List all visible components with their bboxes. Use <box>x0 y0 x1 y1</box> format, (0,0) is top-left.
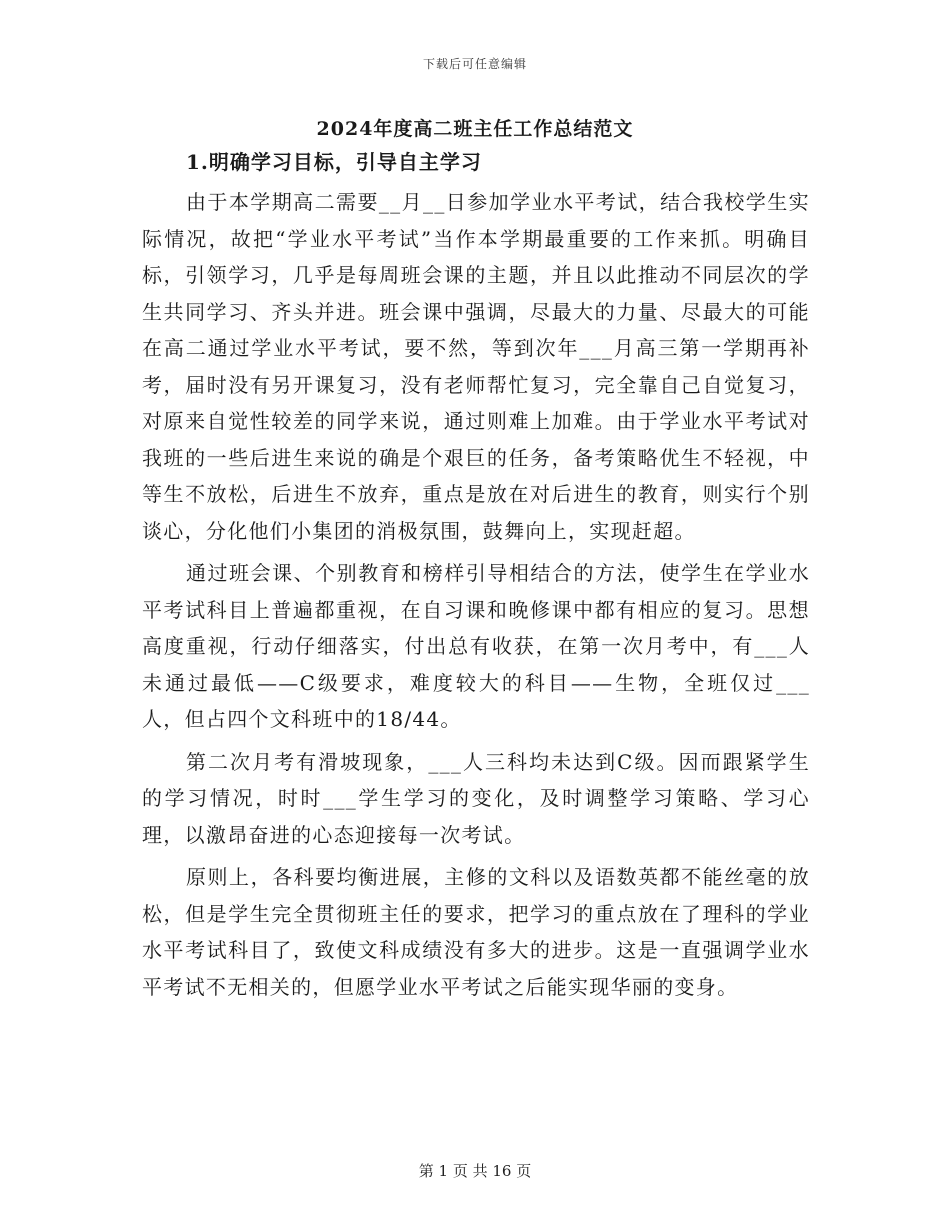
document-title: 2024年度高二班主任工作总结范文 <box>316 118 634 140</box>
body-paragraph-4: 原则上，各科要均衡进展，主修的文科以及语数英都不能丝毫的放松，但是学生完全贯彻班主任的要求，把学习的重点放在了理科的学业水平考试科目了，致使文科成绩没有多大的进步。这是一直强调学业水平考试不无相关的，但愿学业水平考试之后能实现华丽的变身。 <box>142 865 810 999</box>
body-paragraph-2: 通过班会课、个别教育和榜样引导相结合的方法，使学生在学业水平考试科目上普遍都重视，在自习课和晚修课中都有相应的复习。思想高度重视，行动仔细落实，付出总有收获，在第一次月考中，有___人未通过最低——C级要求，难度较大的科目——生物，全班仅过___人，但占四个文科班中的18/44。 <box>142 561 810 731</box>
page-header-note: 下载后可任意编辑 <box>422 57 527 71</box>
page-number-footer: 第 1 页 共 16 页 <box>418 1162 532 1180</box>
body-paragraph-3: 第二次月考有滑坡现象，___人三科均未达到C级。因而跟紧学生的学习情况，时时___学生学习的变化，及时调整学习策略、学习心理，以激昂奋进的心态迎接每一次考试。 <box>142 749 810 847</box>
section-heading: 1.明确学习目标，引导自主学习 <box>186 150 482 174</box>
body-paragraph-1: 由于本学期高二需要__月__日参加学业水平考试，结合我校学生实际情况，故把“学业水平考试”当作本学期最重要的工作来抓。明确目标，引领学习，几乎是每周班会课的主题，并且以此推动不同层次的学生共同学习、齐头并进。班会课中强调，尽最大的力量、尽最大的可能在高二通过学业水平考试，要不然，等到次年___月高三第一学期再补考，届时没有另开课复习，没有老师帮忙复习，完全靠自己自觉复习，对原来自觉性较差的同学来说，通过则难上加难。由于学业水平考试对我班的一些后进生来说的确是个艰巨的任务，备考策略优生不轻视，中等生不放松，后进生不放弃，重点是放在对后进生的教育，则实行个别谈心，分化他们小集团的消极氛围，鼓舞向上，实现赶超。 <box>142 190 810 543</box>
document-body <box>142 143 810 1011</box>
